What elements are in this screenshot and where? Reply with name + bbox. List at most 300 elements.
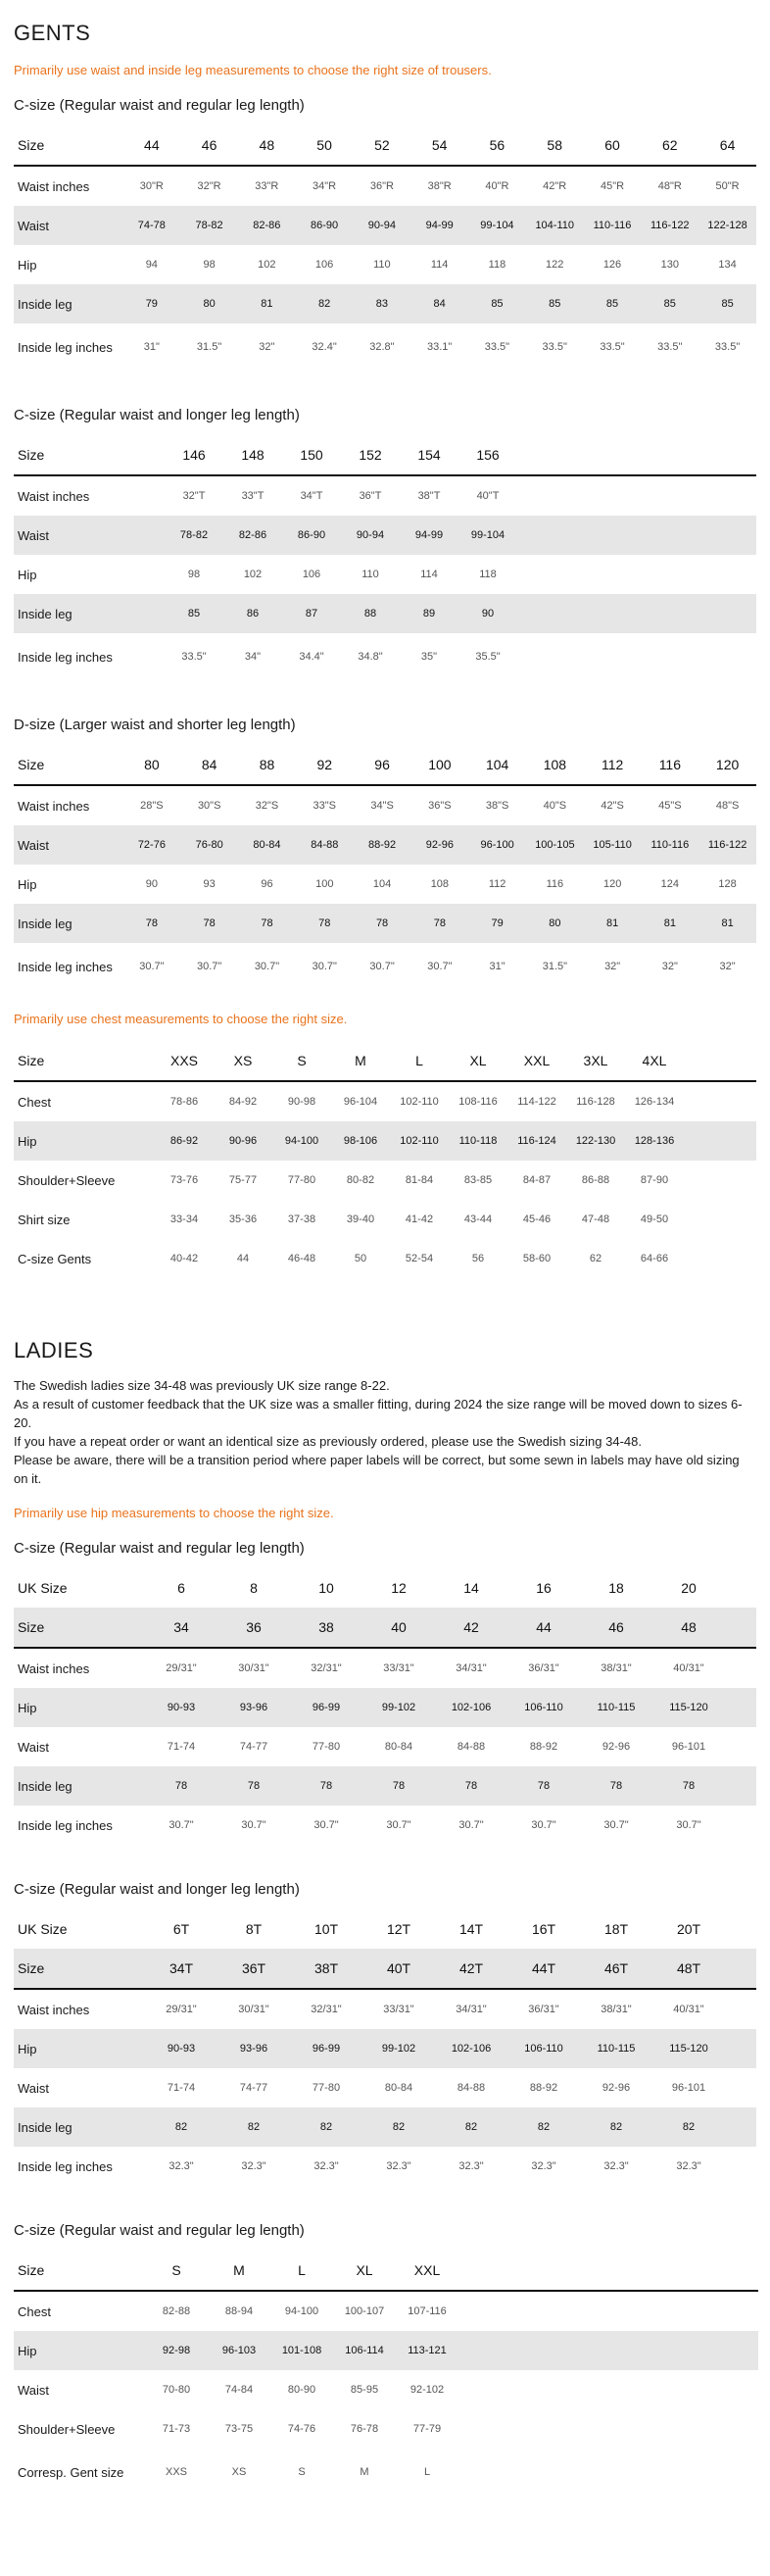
row-label: Shoulder+Sleeve <box>18 2421 116 2437</box>
cell-value: 86-90 <box>282 516 341 555</box>
cell-value: 86-92 <box>155 1121 214 1161</box>
cell-value: 94-99 <box>400 516 458 555</box>
cell-value: 38"T <box>417 490 441 502</box>
cell-value: 38/31" <box>601 2004 632 2015</box>
cell-value: 41-42 <box>405 1214 434 1225</box>
cell-value: 99-102 <box>362 1688 435 1727</box>
cell-value: 50"R <box>715 180 740 192</box>
cell-value: 42"S <box>601 800 624 812</box>
size-header-value: 156 <box>476 447 500 463</box>
row-filler <box>725 1989 756 2029</box>
cell-value: 74-84 <box>224 2384 254 2396</box>
cell-value: 101-108 <box>270 2331 333 2370</box>
uk-size-value: 14T <box>458 1921 484 1937</box>
size-header-label: Size <box>18 2262 45 2278</box>
cell-value: 30.7" <box>386 1819 411 1831</box>
gents-c-longer-title: C-size (Regular waist and longer leg length) <box>14 407 300 423</box>
cell-value: 84 <box>410 284 468 323</box>
cell-value: 81 <box>238 284 296 323</box>
cell-value: 80 <box>180 284 238 323</box>
cell-value: 85 <box>698 284 756 323</box>
row-label: Shoulder+Sleeve <box>18 1172 116 1188</box>
row-filler <box>517 516 756 555</box>
row-label: Waist inches <box>18 488 90 504</box>
size-header-value: 146 <box>182 447 206 463</box>
cell-value: 108-116 <box>458 1096 498 1108</box>
table-row <box>14 594 756 633</box>
cell-value: 90-93 <box>145 2029 217 2068</box>
row-label: Waist <box>18 1739 50 1755</box>
cell-value: 93-96 <box>217 1688 290 1727</box>
ladies-info <box>14 1376 756 1488</box>
size-header-value: 104 <box>485 757 509 772</box>
cell-value: 43-44 <box>463 1214 493 1225</box>
cell-value: 33"R <box>255 180 279 192</box>
table-row <box>14 166 756 206</box>
cell-value: 85-95 <box>350 2384 379 2396</box>
row-filler <box>684 1200 756 1239</box>
cell-value: 100-107 <box>344 2305 385 2317</box>
cell-value: 40"T <box>476 490 500 502</box>
ladies-info-line: The Swedish ladies size 34-48 was previously UK size range 8-22. <box>14 1378 390 1393</box>
cell-value: 49-50 <box>640 1214 669 1225</box>
table-row <box>14 2029 756 2068</box>
row-filler <box>458 2291 758 2331</box>
cell-value: 71-74 <box>167 2082 196 2094</box>
cell-value: 30"R <box>139 180 164 192</box>
cell-value: 118 <box>488 259 506 271</box>
table-row <box>14 475 756 516</box>
size-header-value: 42T <box>435 1949 507 1989</box>
cell-value: 90-94 <box>341 516 400 555</box>
cell-value: 33.5" <box>484 341 510 353</box>
cell-value: 32.8" <box>369 341 395 353</box>
cell-value: 29/31" <box>166 2004 197 2015</box>
cell-value: 32.3" <box>603 2160 629 2172</box>
cell-value: 115-120 <box>652 2029 725 2068</box>
cell-value: 40-42 <box>169 1253 199 1264</box>
uk-size-value: 8 <box>250 1580 258 1596</box>
cell-value: 73-76 <box>169 1174 199 1186</box>
cell-value: 96-101 <box>671 1741 706 1753</box>
cell-value: 36"R <box>369 180 394 192</box>
size-header-value: M <box>233 2262 245 2278</box>
row-filler <box>458 2409 758 2449</box>
cell-value: 82 <box>507 2107 580 2147</box>
cell-value: 58-60 <box>522 1253 552 1264</box>
cell-value: 30.7" <box>241 1819 266 1831</box>
cell-value: 56 <box>471 1253 485 1264</box>
cell-value: 126 <box>602 259 622 271</box>
uk-size-value: 6T <box>172 1921 190 1937</box>
row-filler <box>517 555 756 594</box>
table-row <box>14 206 756 245</box>
cell-value: 120 <box>602 878 622 890</box>
size-header-value: 100 <box>428 757 452 772</box>
cell-value: 84-88 <box>296 825 354 865</box>
row-filler <box>725 2147 756 2186</box>
row-filler <box>684 1041 756 1081</box>
cell-value: 80-84 <box>384 2082 413 2094</box>
cell-value: 80-84 <box>384 1741 413 1753</box>
table-row <box>14 1688 756 1727</box>
table-row <box>14 2449 758 2496</box>
cell-value: 85 <box>584 284 642 323</box>
cell-value: 34"S <box>370 800 394 812</box>
size-header-value: 36T <box>217 1949 290 1989</box>
cell-value: 81 <box>642 904 699 943</box>
size-header-value: 48T <box>652 1949 725 1989</box>
size-header-value: 48 <box>652 1608 725 1648</box>
cell-value: 96-101 <box>671 2082 706 2094</box>
cell-value: 78 <box>145 1766 217 1806</box>
size-header-value: 116 <box>658 757 682 772</box>
cell-value: 82 <box>652 2107 725 2147</box>
size-header-value: 88 <box>259 757 275 772</box>
cell-value: 99-104 <box>458 516 517 555</box>
row-filler <box>458 2370 758 2409</box>
table-row <box>14 2370 758 2409</box>
cell-value: 94-100 <box>284 2305 319 2317</box>
size-header-value: 92 <box>316 757 333 772</box>
row-filler <box>725 2107 756 2147</box>
size-header-label: Size <box>14 1949 145 1989</box>
ladies-heading: LADIES <box>14 1338 94 1362</box>
row-label: Inside leg inches <box>18 2158 113 2174</box>
cell-value: 88-92 <box>529 1741 558 1753</box>
row-filler <box>725 1568 756 1608</box>
size-header-row <box>14 2251 758 2291</box>
cell-value: 31" <box>143 341 160 353</box>
cell-value: 77-79 <box>412 2423 442 2435</box>
size-header-value: 46 <box>201 137 217 153</box>
cell-value: 71-73 <box>162 2423 191 2435</box>
cell-value: 30/31" <box>238 1662 269 1674</box>
size-header-label: Size <box>18 137 45 153</box>
cell-value: 92-98 <box>145 2331 208 2370</box>
cell-value: 84-87 <box>522 1174 552 1186</box>
cell-value: 87-90 <box>640 1174 669 1186</box>
cell-value: 40"S <box>543 800 567 812</box>
cell-value: 32.3" <box>168 2160 194 2172</box>
cell-value: 84-88 <box>457 2082 486 2094</box>
gents-c-regular-table <box>14 125 756 371</box>
size-header-value: 112 <box>601 757 624 772</box>
size-header-value: 38 <box>290 1608 362 1648</box>
cell-value: 87 <box>282 594 341 633</box>
uk-size-label: UK Size <box>18 1921 68 1937</box>
cell-value: 84-88 <box>457 1741 486 1753</box>
size-header-value: XXL <box>413 2262 441 2278</box>
cell-value: 32/31" <box>311 2004 342 2015</box>
table-row <box>14 1648 756 1688</box>
cell-value: 102 <box>258 259 276 271</box>
cell-value: 80-82 <box>346 1174 375 1186</box>
uk-size-value: 8T <box>245 1921 263 1937</box>
row-label: Hip <box>18 257 37 272</box>
cell-value: 105-110 <box>584 825 642 865</box>
size-header-row <box>14 1949 756 1989</box>
ladies-c-longer-table <box>14 1909 756 2186</box>
row-label: Inside leg <box>14 284 122 323</box>
table-row <box>14 1200 756 1239</box>
table-row <box>14 633 756 680</box>
table-row <box>14 284 756 323</box>
cell-value: 134 <box>718 259 737 271</box>
table-row <box>14 825 756 865</box>
cell-value: 126-134 <box>634 1096 675 1108</box>
cell-value: 45-46 <box>522 1214 552 1225</box>
cell-value: 36"T <box>359 490 382 502</box>
size-header-value: M <box>355 1053 366 1068</box>
size-header-value: L <box>298 2262 306 2278</box>
cell-value: 82 <box>362 2107 435 2147</box>
size-header-value: 58 <box>547 137 562 153</box>
cell-value: 78 <box>217 1766 290 1806</box>
size-header-value: 36 <box>217 1608 290 1648</box>
row-label: Inside leg <box>14 594 165 633</box>
uk-size-value: 12T <box>386 1921 411 1937</box>
cell-value: 32/31" <box>311 1662 342 1674</box>
cell-value: XXS <box>165 2466 187 2478</box>
cell-value: 32"R <box>197 180 221 192</box>
size-header-value: S <box>171 2262 181 2278</box>
row-label: Inside leg <box>14 1766 145 1806</box>
cell-value: 72-76 <box>122 825 180 865</box>
row-label: Waist inches <box>18 798 90 814</box>
cell-value: 30.7" <box>427 961 453 972</box>
cell-value: 116-128 <box>576 1096 615 1108</box>
row-filler <box>517 475 756 516</box>
cell-value: 82 <box>580 2107 652 2147</box>
cell-value: 81-84 <box>405 1174 434 1186</box>
size-header-value: 38T <box>290 1949 362 1989</box>
ladies-tops-table <box>14 2251 758 2496</box>
cell-value: 114 <box>430 259 449 271</box>
cell-value: 74-77 <box>239 2082 268 2094</box>
cell-value: 82 <box>435 2107 507 2147</box>
size-header-value: 108 <box>543 757 567 772</box>
cell-value: 31.5" <box>196 341 222 353</box>
ladies-info-line: As a result of customer feedback that the UK size was a smaller fitting, during 2024 the size range will be moved down to sizes 6-20. <box>14 1397 743 1430</box>
table-row <box>14 2291 758 2331</box>
cell-value: 102-110 <box>400 1096 439 1108</box>
cell-value: 82 <box>145 2107 217 2147</box>
uk-size-row <box>14 1909 756 1949</box>
size-header-value: L <box>415 1053 423 1068</box>
cell-value: S <box>298 2466 306 2478</box>
row-label: Chest <box>18 2304 51 2319</box>
cell-value: 34.4" <box>299 651 324 663</box>
table-row <box>14 1806 756 1845</box>
size-header-value: 44 <box>507 1608 580 1648</box>
row-filler <box>458 2449 758 2496</box>
cell-value: 31" <box>489 961 505 972</box>
cell-value: 30.7" <box>254 961 280 972</box>
cell-value: 106-110 <box>507 1688 580 1727</box>
cell-value: 30.7" <box>458 1819 484 1831</box>
size-header-value: 40T <box>362 1949 435 1989</box>
cell-value: 81 <box>584 904 642 943</box>
ladies-c-regular-title: C-size (Regular waist and regular leg length) <box>14 1540 305 1557</box>
cell-value: 30.7" <box>312 961 337 972</box>
cell-value: 78 <box>122 904 180 943</box>
uk-size-value: 16 <box>536 1580 552 1596</box>
cell-value: XS <box>231 2466 247 2478</box>
cell-value: 45"S <box>658 800 682 812</box>
cell-value: 33-34 <box>169 1214 199 1225</box>
size-header-value: 120 <box>715 757 740 772</box>
row-filler <box>684 1239 756 1278</box>
cell-value: 82 <box>217 2107 290 2147</box>
row-filler <box>684 1121 756 1161</box>
cell-value: 96-99 <box>290 1688 362 1727</box>
cell-value: 35" <box>420 651 438 663</box>
size-header-value: 56 <box>489 137 505 153</box>
cell-value: 71-74 <box>167 1741 196 1753</box>
cell-value: 64-66 <box>640 1253 669 1264</box>
cell-value: 78 <box>652 1766 725 1806</box>
cell-value: 48"R <box>657 180 682 192</box>
size-header-value: 48 <box>259 137 275 153</box>
gents-c-regular-title: C-size (Regular waist and regular leg length) <box>14 97 305 114</box>
table-row <box>14 1989 756 2029</box>
cell-value: 48"S <box>715 800 740 812</box>
size-header-value: 60 <box>604 137 620 153</box>
cell-value: 86 <box>223 594 282 633</box>
cell-value: 96 <box>261 878 273 890</box>
cell-value: 96-104 <box>343 1096 378 1108</box>
cell-value: 78 <box>180 904 238 943</box>
cell-value: 122 <box>546 259 564 271</box>
size-header-label: Size <box>18 757 45 772</box>
cell-value: 113-121 <box>396 2331 458 2370</box>
row-filler <box>725 2029 756 2068</box>
cell-value: 85 <box>641 284 698 323</box>
cell-value: 78 <box>410 904 468 943</box>
cell-value: 32"T <box>182 490 206 502</box>
cell-value: 114-122 <box>517 1096 556 1108</box>
table-row <box>14 1766 756 1806</box>
cell-value: 33.5" <box>657 341 683 353</box>
ladies-tops-title: C-size (Regular waist and regular leg length) <box>14 2222 305 2239</box>
table-row <box>14 2068 756 2107</box>
cell-value: 32.3" <box>676 2160 701 2172</box>
cell-value: 30.7" <box>676 1819 701 1831</box>
table-row <box>14 2147 756 2186</box>
cell-value: 74-76 <box>287 2423 316 2435</box>
cell-value: 82-86 <box>238 206 296 245</box>
cell-value: 36/31" <box>528 1662 559 1674</box>
cell-value: 84-92 <box>228 1096 258 1108</box>
cell-value: 32"S <box>255 800 279 812</box>
cell-value: 30"S <box>197 800 221 812</box>
cell-value: 94-99 <box>410 206 468 245</box>
table-row <box>14 323 756 371</box>
cell-value: 90-96 <box>214 1121 272 1161</box>
cell-value: 77-80 <box>312 1741 341 1753</box>
table-row <box>14 943 756 990</box>
cell-value: 88 <box>341 594 400 633</box>
gents-chest-note: Primarily use chest measurements to choose the right size. <box>14 1012 348 1026</box>
cell-value: 76-78 <box>350 2423 379 2435</box>
cell-value: 32" <box>604 961 621 972</box>
cell-value: 80-84 <box>238 825 296 865</box>
cell-value: 90 <box>458 594 517 633</box>
cell-value: 35-36 <box>228 1214 258 1225</box>
row-label: C-size Gents <box>18 1251 92 1266</box>
cell-value: 36"S <box>428 800 452 812</box>
size-header-value: 152 <box>359 447 382 463</box>
gents-tops-table <box>14 1041 756 1278</box>
cell-value: 33.1" <box>426 341 453 353</box>
cell-value: 98 <box>203 259 216 271</box>
size-header-row <box>14 1041 756 1081</box>
cell-value: 93-96 <box>217 2029 290 2068</box>
size-header-value: 46T <box>580 1949 652 1989</box>
row-filler <box>725 2068 756 2107</box>
table-row <box>14 785 756 825</box>
cell-value: 32.3" <box>458 2160 484 2172</box>
cell-value: 34.8" <box>358 651 383 663</box>
cell-value: 82 <box>290 2107 362 2147</box>
cell-value: 78-82 <box>180 206 238 245</box>
size-header-row <box>14 435 756 475</box>
uk-size-row <box>14 1568 756 1608</box>
table-row <box>14 2331 758 2370</box>
uk-size-value: 20T <box>676 1921 701 1937</box>
cell-value: 88-92 <box>529 2082 558 2094</box>
uk-size-value: 10T <box>313 1921 339 1937</box>
cell-value: 34/31" <box>456 1662 487 1674</box>
size-header-row <box>14 125 756 166</box>
row-filler <box>684 1161 756 1200</box>
cell-value: 104 <box>372 878 392 890</box>
cell-value: 96-99 <box>290 2029 362 2068</box>
row-label: Waist <box>14 206 122 245</box>
gents-d-size-title: D-size (Larger waist and shorter leg length) <box>14 717 296 733</box>
cell-value: 37-38 <box>287 1214 316 1225</box>
row-filler <box>517 435 756 475</box>
gents-c-longer-table <box>14 435 756 680</box>
cell-value: 32.3" <box>241 2160 266 2172</box>
cell-value: 116-122 <box>698 825 756 865</box>
cell-value: 47-48 <box>581 1214 610 1225</box>
table-row <box>14 2409 758 2449</box>
row-filler <box>725 1608 756 1648</box>
row-label: Hip <box>18 567 37 582</box>
cell-value: 31.5" <box>542 961 568 972</box>
cell-value: 79 <box>122 284 180 323</box>
cell-value: 29/31" <box>166 1662 197 1674</box>
table-row <box>14 1081 756 1121</box>
uk-size-value: 16T <box>531 1921 556 1937</box>
table-row <box>14 904 756 943</box>
cell-value: 102 <box>243 569 263 580</box>
size-header-value: 3XL <box>583 1053 608 1068</box>
row-filler <box>725 1727 756 1766</box>
cell-value: 116-124 <box>507 1121 566 1161</box>
row-filler <box>458 2331 758 2370</box>
row-label: Waist <box>18 2080 50 2096</box>
size-header-value: 34T <box>145 1949 217 1989</box>
cell-value: 38/31" <box>601 1662 632 1674</box>
cell-value: 33"T <box>241 490 265 502</box>
row-filler <box>725 1766 756 1806</box>
table-row <box>14 516 756 555</box>
row-filler <box>725 1806 756 1845</box>
row-label: Hip <box>14 2331 145 2370</box>
